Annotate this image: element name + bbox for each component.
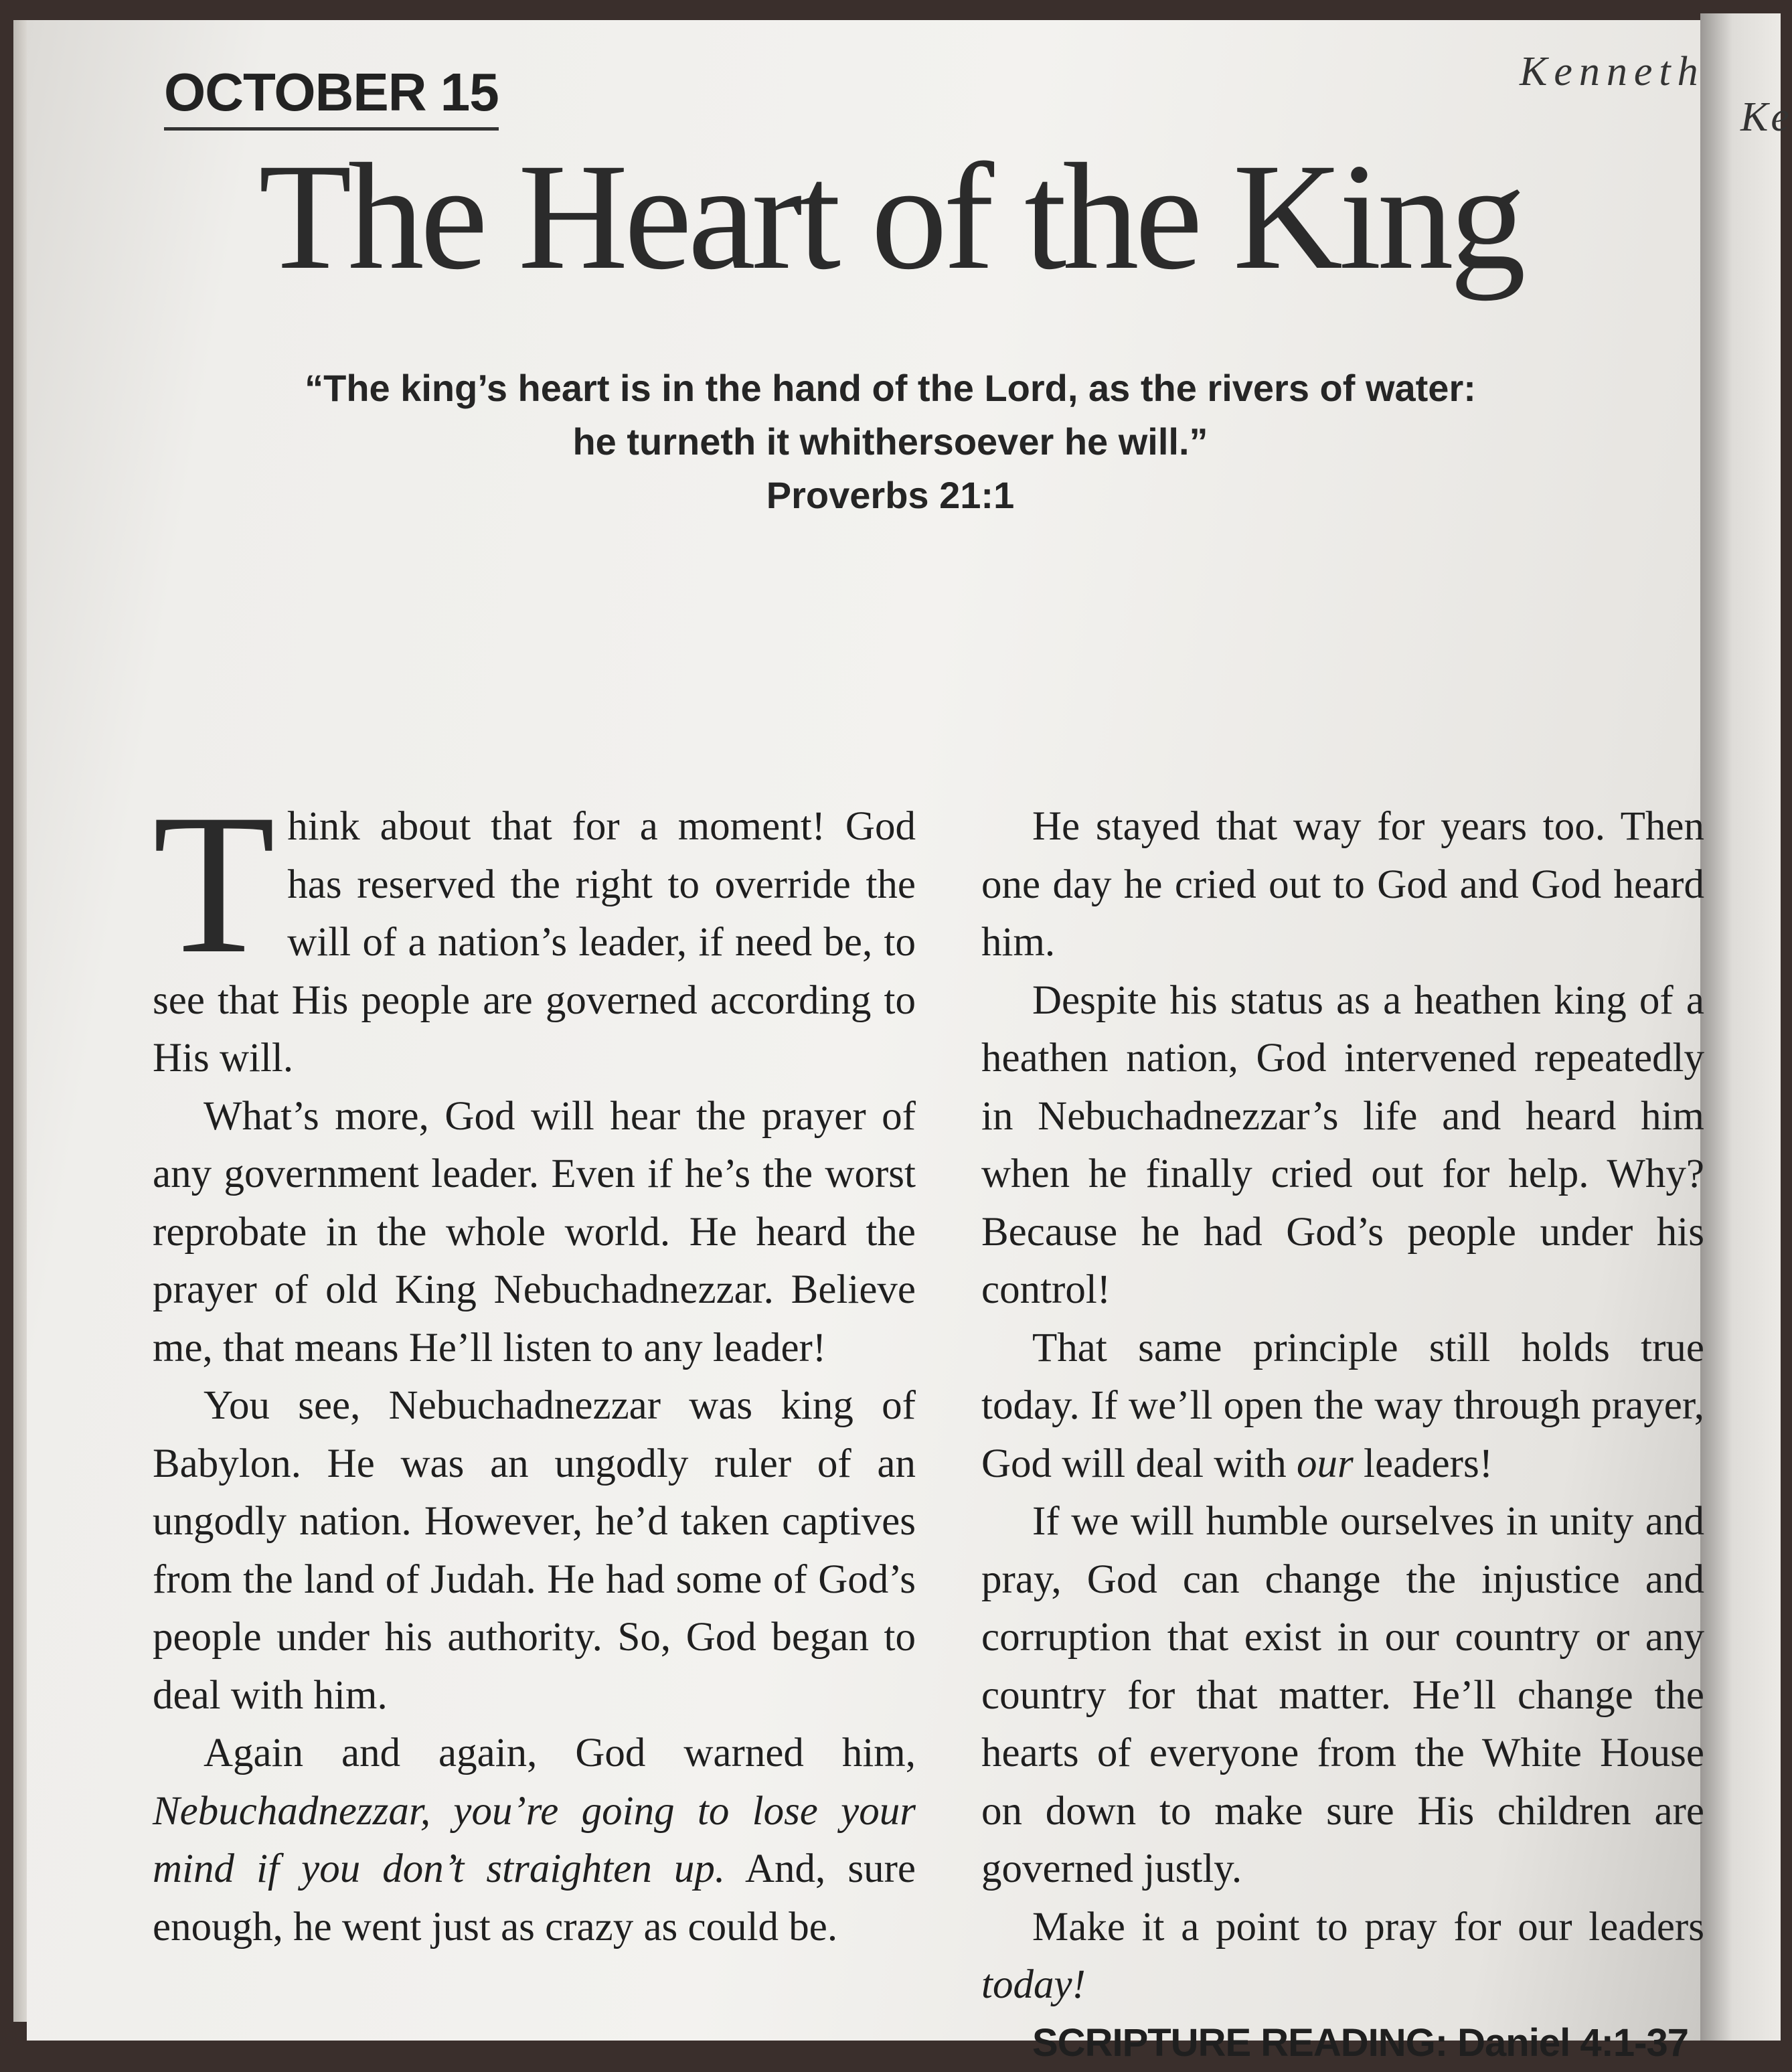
paragraph-7-start: That same principle still holds true today. If we’ll open the way through prayer, God will deal with bbox=[981, 1326, 1704, 1486]
paragraph-9 bbox=[981, 1899, 1704, 2014]
next-page-edge bbox=[1700, 13, 1781, 2041]
paragraph-5: He stayed that way for years too. Then one day he cried out to God and God heard him. bbox=[981, 798, 1704, 972]
verse-line-2: he turneth it whithersoever he will.” bbox=[0, 415, 1781, 469]
paragraph-3: You see, Nebuchadnezzar was king of Babylon. He was an ungodly ruler of an ungodly nation. However, he’d taken captives from the land of Judah. He had some of God’s people under his authority. So, God began to deal with him. bbox=[153, 1377, 916, 1725]
scripture-reading: SCRIPTURE READING: Daniel 4:1-37 bbox=[981, 2014, 1704, 2072]
paragraph-7-italic: our bbox=[1297, 1441, 1354, 1486]
key-verse bbox=[0, 362, 1781, 522]
left-column bbox=[153, 798, 916, 1956]
right-column bbox=[981, 798, 1704, 2072]
paragraph-9-start: Make it a point to pray for our leaders bbox=[1032, 1905, 1704, 1949]
verse-line-1: “The king’s heart is in the hand of the Lord, as the rivers of water: bbox=[0, 362, 1781, 415]
paragraph-1 bbox=[153, 798, 916, 1088]
verse-reference: Proverbs 21:1 bbox=[0, 469, 1781, 522]
running-head: Kenneth bbox=[1520, 48, 1705, 96]
paragraph-1-text: hink about that for a moment! God has reserved the right to override the will of a nation’s leader, if need be, to see that His people are governed according to His will. bbox=[153, 804, 916, 1081]
paragraph-8: If we will humble ourselves in unity and pray, God can change the injustice and corruption that exist in our country or any country for that matter. He’ll change the hearts of everyone from the White House on down to make sure His children are governed justly. bbox=[981, 1493, 1704, 1899]
paragraph-4-italic: Nebuchadnezzar, you’re going to lose your mind if you don’t straighten up. bbox=[153, 1789, 916, 1892]
page-title: The Heart of the King bbox=[0, 141, 1781, 293]
page-date: OCTOBER 15 bbox=[164, 62, 499, 131]
paragraph-4-end: And, sure enough, he went just as crazy as could be. bbox=[153, 1846, 916, 1949]
drop-cap: T bbox=[153, 805, 275, 963]
paragraph-4 bbox=[153, 1725, 916, 1956]
paragraph-7-end: leaders! bbox=[1364, 1441, 1493, 1486]
paragraph-6: Despite his status as a heathen king of a heathen nation, God intervened repeatedly in Nebuchadnezzar’s life and heard him when he finally cried out for help. Why? Because he had God’s people under his control! bbox=[981, 972, 1704, 1320]
paragraph-7 bbox=[981, 1320, 1704, 1494]
paragraph-2: What’s more, God will hear the prayer of any government leader. Even if he’s the worst reprobate in the whole world. He heard the prayer of old King Nebuchadnezzar. Believe me, that means He’ll listen to any leader! bbox=[153, 1088, 916, 1378]
paragraph-9-italic: today! bbox=[981, 1962, 1086, 2007]
paragraph-4-start: Again and again, God warned him, bbox=[203, 1731, 916, 1775]
next-page-header-fragment: Ke bbox=[1740, 94, 1792, 141]
